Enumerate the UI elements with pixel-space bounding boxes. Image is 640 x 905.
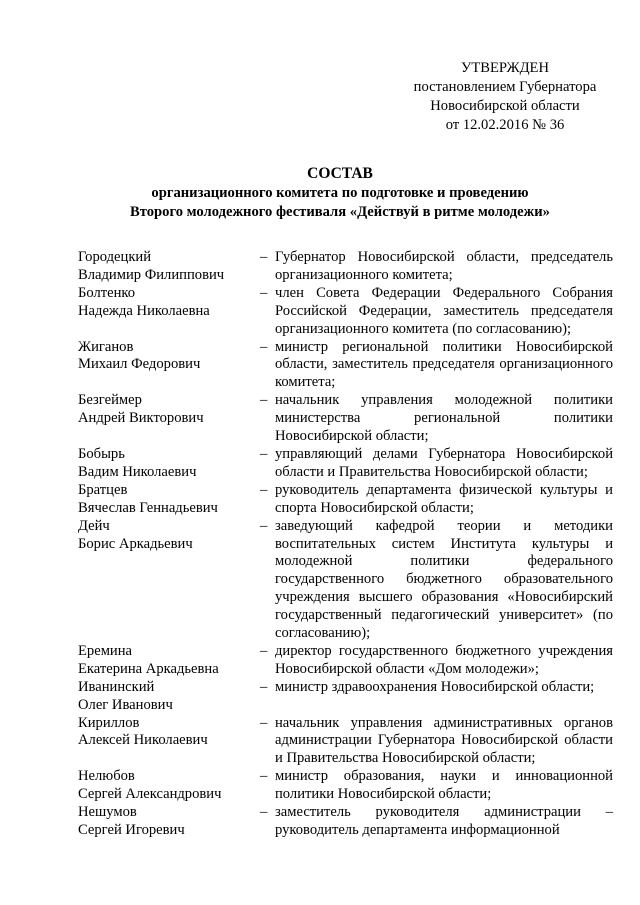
member-role: руководитель департамента физической культуры и спорта Новосибирской области; — [275, 481, 613, 516]
member-surname: Жиганов — [78, 338, 134, 355]
title-main: СОСТАВ — [307, 165, 373, 182]
member-given-names: Сергей Александрович — [78, 786, 222, 803]
member-given-names: Сергей Игоревич — [78, 822, 185, 838]
member-surname: Нелюбов — [78, 768, 135, 785]
member-given-names: Алексей Николаевич — [78, 732, 208, 749]
member-role: министр здравоохранения Новосибирской области; — [275, 678, 595, 695]
member-role: директор государственного бюджетного учреждения Новосибирской области «Дом молодежи»; — [275, 642, 613, 677]
member-surname: Болтенко — [78, 284, 136, 301]
member-given-names: Борис Аркадьевич — [78, 535, 193, 552]
member-name — [78, 249, 260, 285]
member-surname: Еремина — [78, 642, 133, 659]
members-list — [78, 249, 613, 840]
member-row — [78, 679, 613, 715]
member-given-names: Михаил Федорович — [78, 356, 201, 373]
member-row — [78, 339, 613, 393]
member-role: министр региональной политики Новосибирской области, заместитель председателя организационного комитета; — [275, 338, 613, 391]
approval-line-2: постановлением Губернатора — [413, 79, 597, 95]
member-name — [78, 285, 260, 339]
member-surname: Бобырь — [78, 445, 125, 462]
member-dash: – — [260, 768, 268, 785]
member-role: начальник управления молодежной политики министерства региональной политики Новосибирской области; — [275, 392, 613, 445]
member-dash: – — [260, 804, 268, 821]
member-role: заведующий кафедрой теории и методики воспитательных систем Института культуры и молодежной политики федерального государственного бюджетного образовательного учреждения высшего образования «Новосибирский государственный педагогический университет» (по согласованию); — [275, 517, 613, 642]
member-name — [78, 715, 260, 769]
approval-line-3: Новосибирской области — [430, 98, 580, 114]
member-name — [78, 482, 260, 518]
member-surname: Нешумов — [78, 804, 137, 821]
member-name — [78, 518, 260, 643]
member-role: управляющий делами Губернатора Новосибирской области и Правительства Новосибирской области; — [275, 445, 613, 480]
member-given-names: Вячеслав Геннадьевич — [78, 499, 218, 516]
member-role: член Совета Федерации Федерального Собрания Российской Федерации, заместитель председателя организационного комитета (по согласованию); — [275, 284, 613, 337]
member-row — [78, 392, 613, 446]
title-line-3: Второго молодежного фестиваля «Действуй в ритме молодежи» — [130, 204, 550, 220]
member-dash: – — [260, 678, 268, 695]
member-surname: Иванинский — [78, 678, 155, 695]
member-name — [78, 679, 260, 715]
member-surname: Кириллов — [78, 714, 140, 731]
member-dash: – — [260, 338, 268, 355]
member-dash: – — [260, 249, 268, 265]
member-given-names: Надежда Николаевна — [78, 302, 210, 319]
member-dash: – — [260, 284, 268, 301]
member-row — [78, 482, 613, 518]
member-row — [78, 518, 613, 643]
member-row — [78, 249, 613, 285]
document-title — [40, 164, 640, 222]
member-dash: – — [260, 392, 268, 409]
member-name — [78, 804, 260, 840]
member-given-names: Вадим Николаевич — [78, 463, 197, 480]
approval-stamp — [400, 59, 610, 135]
member-given-names: Владимир Филиппович — [78, 266, 225, 283]
member-dash: – — [260, 445, 268, 462]
member-row — [78, 446, 613, 482]
member-surname: Дейч — [78, 517, 110, 534]
member-given-names: Андрей Викторович — [78, 410, 204, 427]
member-surname: Городецкий — [78, 249, 152, 265]
member-given-names: Екатерина Аркадьевна — [78, 660, 219, 677]
member-given-names: Олег Иванович — [78, 696, 173, 713]
member-surname: Безгеймер — [78, 392, 142, 409]
member-row — [78, 285, 613, 339]
member-role: начальник управления административных органов администрации Губернатора Новосибирской области и Правительства Новосибирской области; — [275, 714, 613, 767]
member-row — [78, 715, 613, 769]
member-role: министр образования, науки и инновационной политики Новосибирской области; — [275, 768, 613, 803]
member-name — [78, 392, 260, 446]
member-dash: – — [260, 517, 268, 534]
member-name — [78, 768, 260, 804]
member-dash: – — [260, 642, 268, 659]
member-surname: Братцев — [78, 481, 128, 498]
member-name — [78, 446, 260, 482]
title-line-2: организационного комитета по подготовке и проведению — [151, 185, 529, 201]
member-role: заместитель руководителя администрации – руководитель департамента информационной — [275, 804, 613, 838]
member-dash: – — [260, 714, 268, 731]
member-row — [78, 804, 613, 840]
approval-line-1: УТВЕРЖДЕН — [461, 60, 549, 76]
member-role: Губернатор Новосибирской области, председатель организационного комитета; — [275, 249, 613, 283]
member-row — [78, 768, 613, 804]
member-name — [78, 643, 260, 679]
member-row — [78, 643, 613, 679]
member-dash: – — [260, 481, 268, 498]
approval-line-4: от 12.02.2016 № 36 — [445, 117, 565, 133]
member-name — [78, 339, 260, 393]
